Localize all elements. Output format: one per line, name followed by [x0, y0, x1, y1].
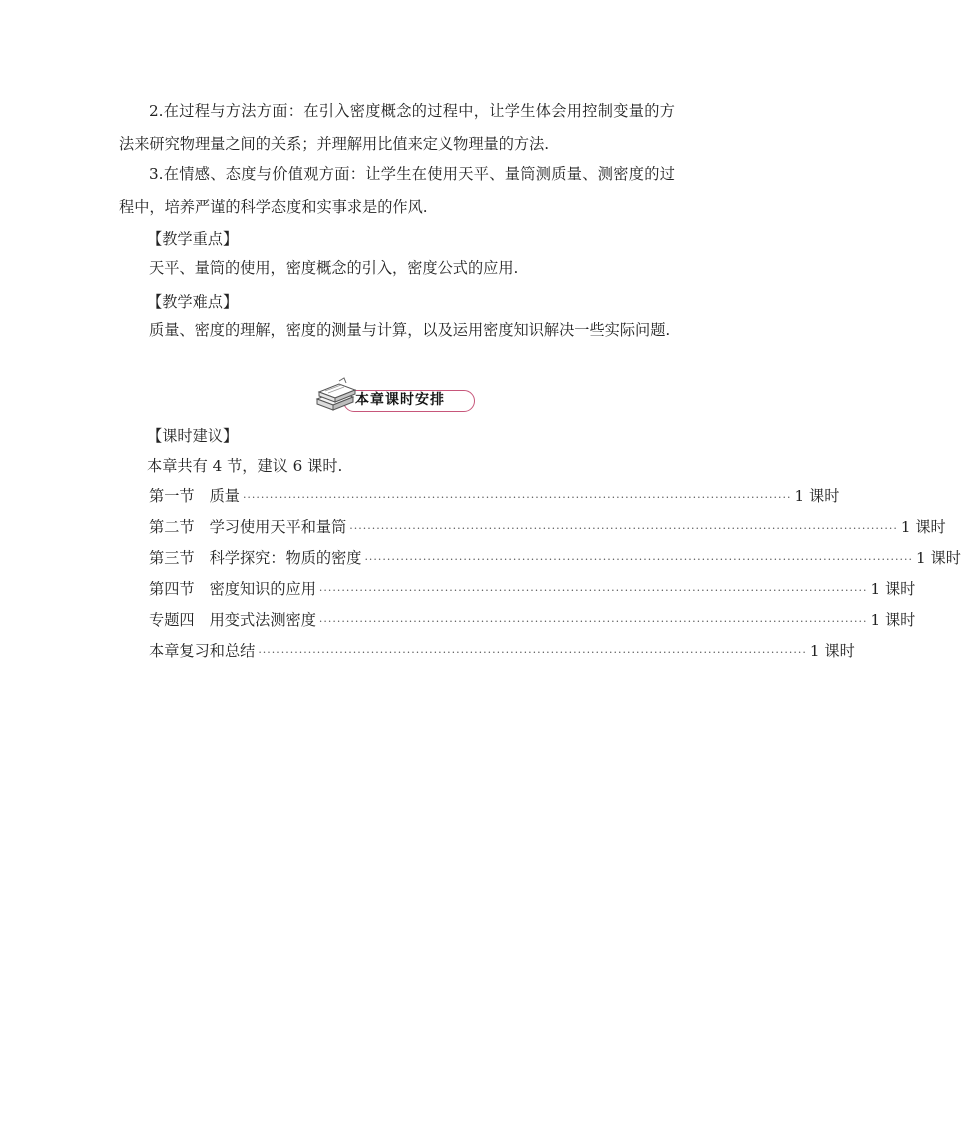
difficult-points-heading: 【教学难点】: [147, 293, 239, 311]
toc-section: 第四节: [149, 580, 195, 598]
toc-title: 用变式法测密度: [209, 611, 316, 629]
toc-hours: 1 课时: [870, 580, 916, 598]
key-points-heading: 【教学重点】: [147, 230, 239, 248]
chapter-schedule-banner: [313, 377, 479, 413]
toc-section: 第一节: [149, 487, 195, 505]
books-icon: [313, 377, 357, 413]
toc-entry-label: [149, 640, 255, 662]
difficult-points-text: 质量、密度的理解，密度的测量与计算，以及运用密度知识解决一些实际问题.: [149, 321, 671, 339]
toc-hours: 1 课时: [900, 518, 946, 536]
toc-row: [149, 640, 855, 662]
toc-title: 学习使用天平和量筒: [209, 518, 347, 536]
toc-entry-label: [149, 485, 240, 507]
toc-hours: 1 课时: [794, 487, 840, 505]
toc-entry-label: [149, 547, 361, 569]
toc-section: 专题四: [149, 611, 195, 629]
toc-title: 科学探究：物质的密度: [209, 549, 362, 567]
toc-leader-dots: ··························································································································: [349, 522, 898, 535]
toc-hours: 1 课时: [916, 549, 961, 567]
toc-section: 第二节: [149, 518, 195, 536]
toc-leader-dots: ··························································································································: [318, 584, 868, 597]
toc-row: [149, 547, 961, 569]
toc-entry-label: [149, 609, 316, 631]
toc-entry-label: [149, 578, 316, 600]
toc-row: [149, 609, 916, 631]
toc-title: 密度知识的应用: [209, 580, 316, 598]
toc-section: 第三节: [149, 549, 195, 567]
toc-row: [149, 578, 916, 600]
objective-attitude-values: 3.在情感、态度与价值观方面：让学生在使用天平、量筒测质量、测密度的过程中，培养严谨的科学态度和实事求是的作风.: [119, 165, 675, 216]
toc-leader-dots: ··························································································································: [364, 553, 914, 566]
toc-leader-dots: ··························································································································: [258, 646, 807, 659]
banner-title: 本章课时安排: [355, 392, 445, 408]
toc-leader-dots: ··························································································································: [318, 615, 868, 628]
objective-process-method: 2.在过程与方法方面：在引入密度概念的过程中，让学生体会用控制变量的方法来研究物理量之间的关系；并理解用比值来定义物理量的方法.: [119, 102, 675, 153]
toc-row: [149, 485, 840, 507]
toc-title: 质量: [209, 487, 240, 505]
toc-title: 本章复习和总结: [149, 642, 256, 660]
toc-leader-dots: ··························································································································: [242, 491, 792, 504]
schedule-summary: 本章共有 4 节，建议 6 课时.: [147, 457, 343, 475]
toc-row: [149, 516, 946, 538]
schedule-heading: 【课时建议】: [147, 427, 239, 445]
toc-hours: 1 课时: [870, 611, 916, 629]
toc-entry-label: [149, 516, 346, 538]
key-points-text: 天平、量筒的使用，密度概念的引入，密度公式的应用.: [149, 259, 519, 277]
toc-hours: 1 课时: [809, 642, 855, 660]
